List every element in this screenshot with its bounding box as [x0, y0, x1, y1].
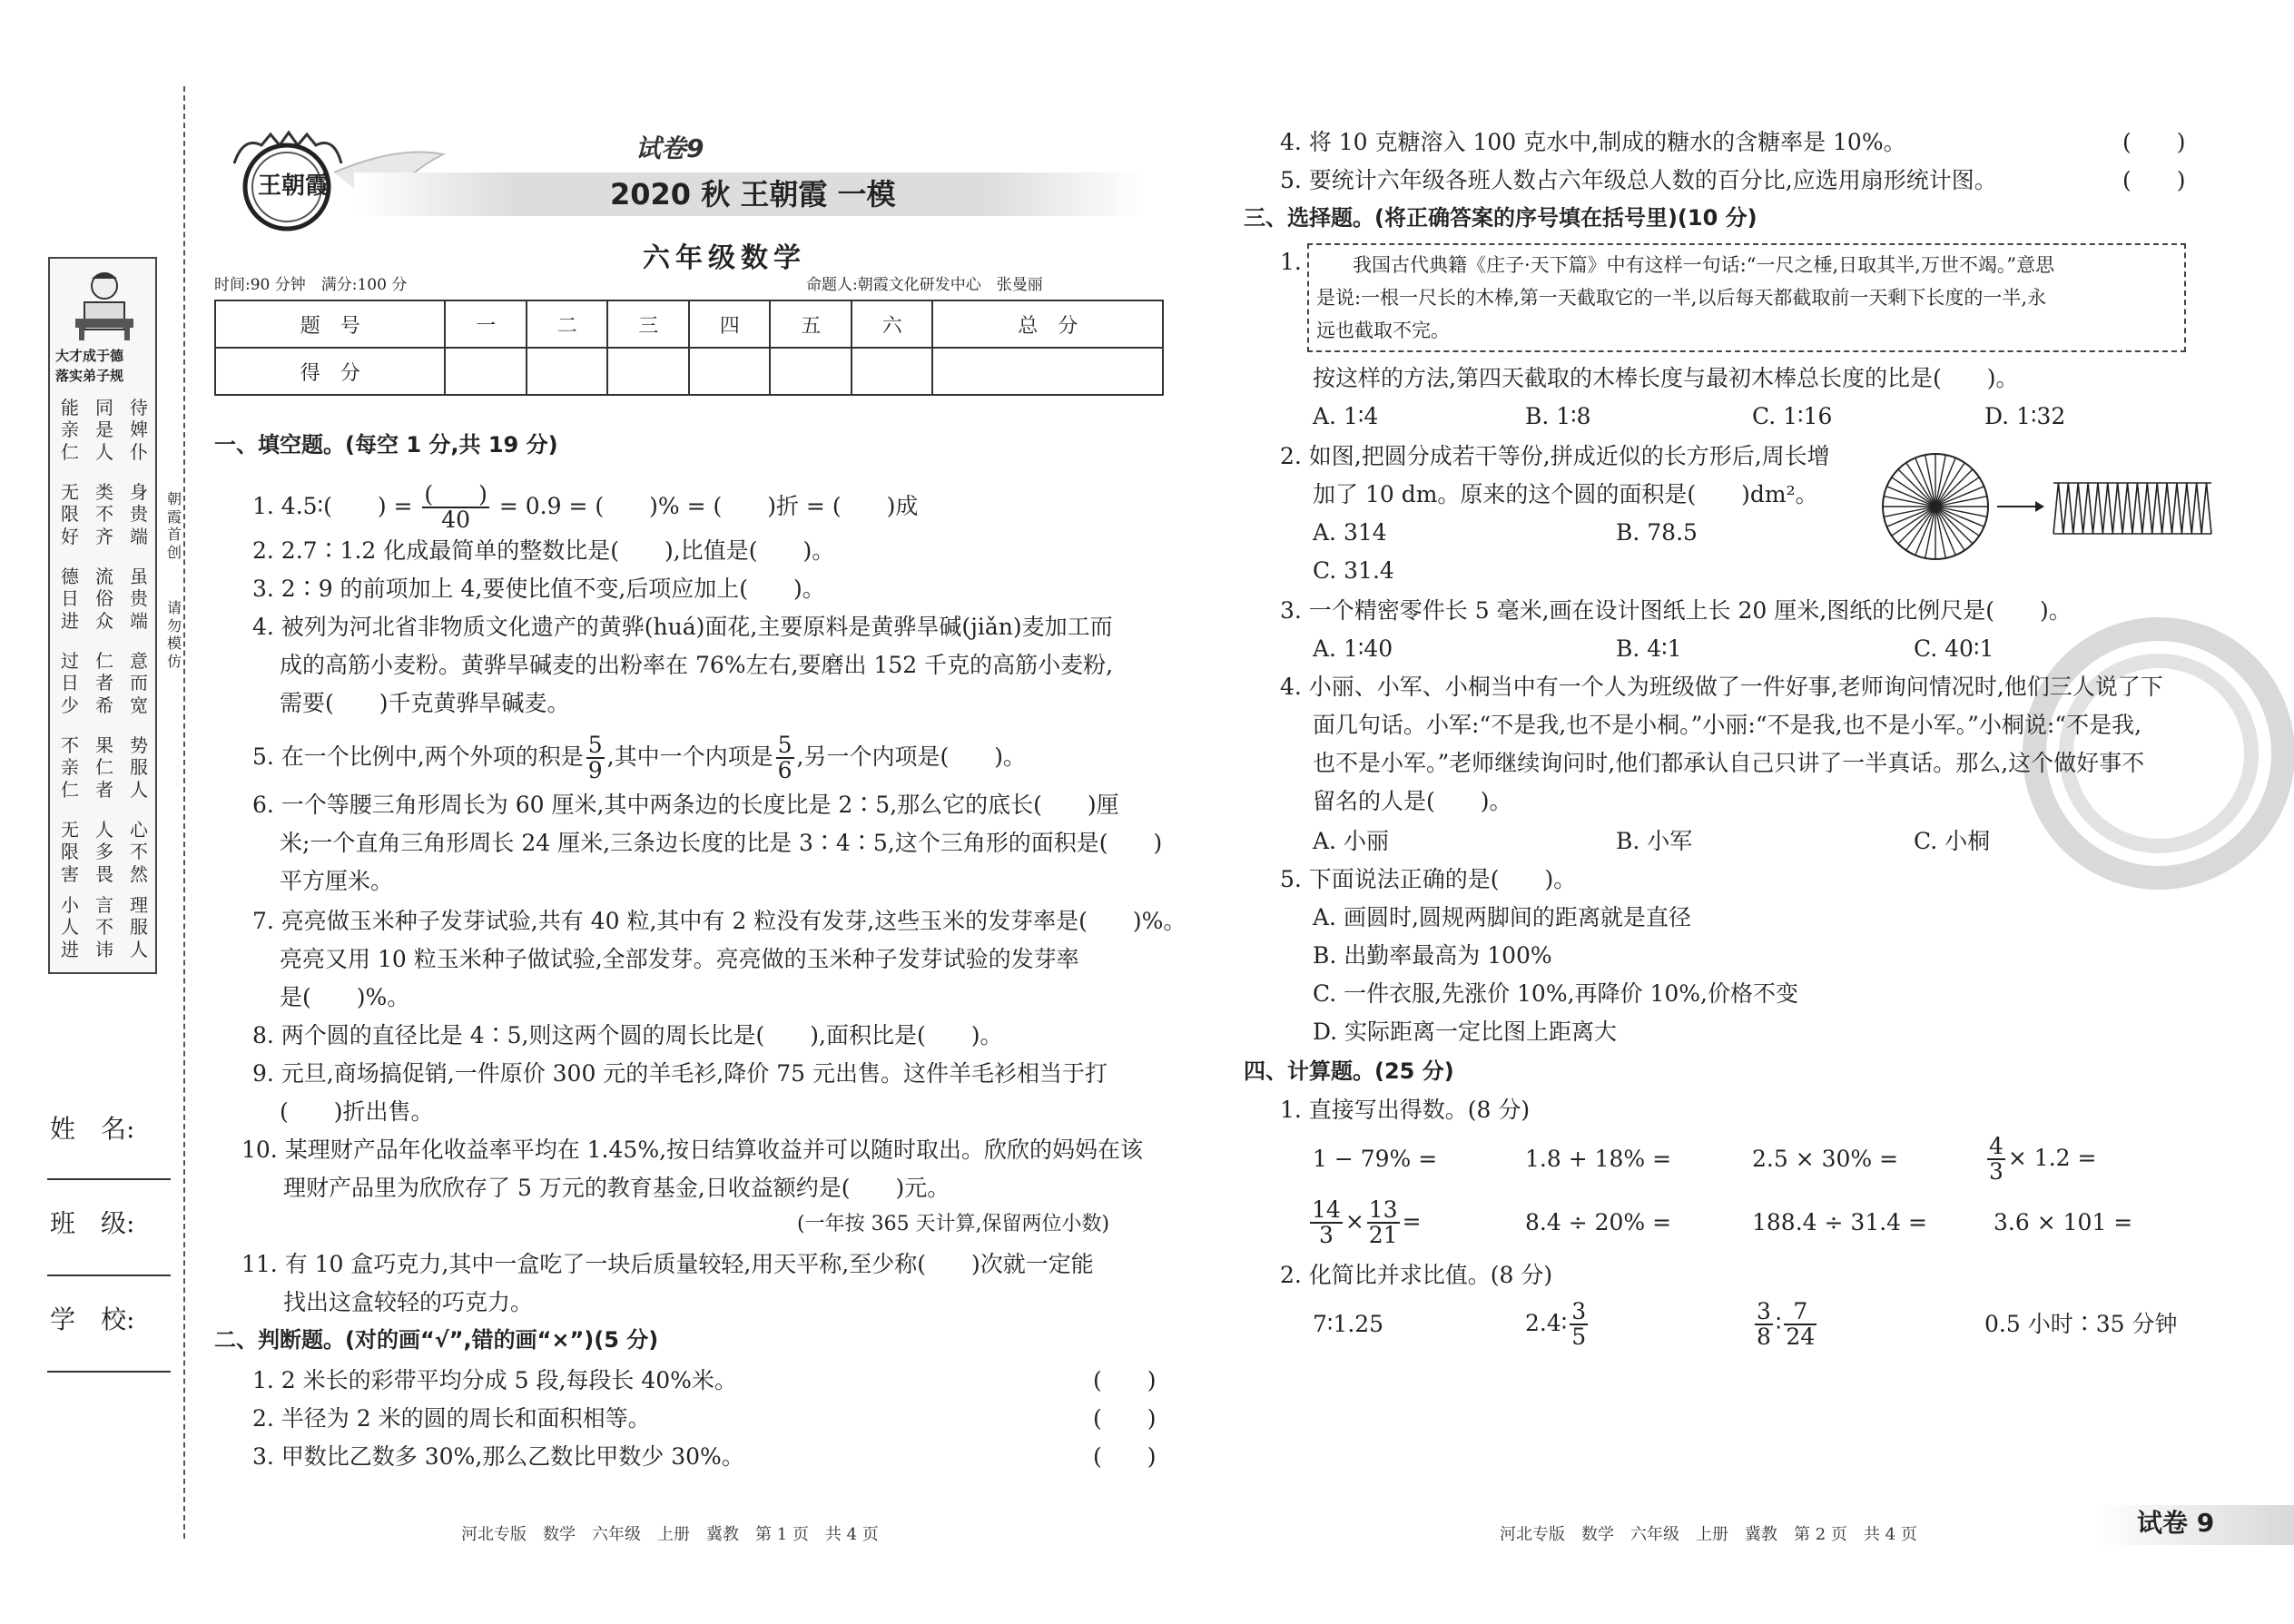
choice-q5-stem: 5. 下面说法正确的是( )。	[1280, 866, 1577, 892]
judge-item-2: 2. 半径为 2 米的圆的周长和面积相等。	[252, 1405, 651, 1432]
name-label: 姓 名:	[50, 1114, 135, 1144]
choice-q4-opt-c[interactable]: C. 小桐	[1914, 828, 1991, 854]
motto-col: 心不然	[130, 819, 148, 885]
frac-num: 7	[1784, 1300, 1816, 1325]
score-header-cell: 五	[770, 300, 852, 348]
frac	[1310, 1198, 1343, 1248]
frac-den: 6	[777, 757, 793, 784]
choice-q4-line4: 留名的人是( )。	[1313, 788, 1512, 814]
score-header-cell: 四	[689, 300, 771, 348]
motto-col: 仁者希	[95, 650, 113, 716]
choice-q1-opt-b[interactable]: B. 1∶8	[1525, 403, 1591, 429]
q1-1-text-a: 1. 4.5∶( ) =	[252, 492, 420, 519]
judge-answer-1[interactable]: ( )	[1093, 1367, 1157, 1393]
motto-panel	[48, 257, 157, 974]
q1-9-line1: 9. 元旦,商场搞促销,一件原价 300 元的羊毛衫,降价 75 元出售。这件羊毛衫相当于打	[252, 1060, 1108, 1087]
score-header-cell: 六	[852, 300, 933, 348]
calc-item-frac2	[1307, 1198, 1422, 1248]
circle-to-rectangle-figure	[1879, 443, 2217, 570]
choice-q5-opt-d[interactable]: D. 实际距离一定比图上距离大	[1313, 1019, 1618, 1045]
section-1-title: 一、填空题。(每空 1 分,共 19 分)	[214, 432, 558, 458]
choice-q4-opt-b[interactable]: B. 小军	[1616, 828, 1693, 854]
exam-title: 2020 秋 王朝霞 一模	[610, 177, 896, 212]
q1-1-fraction	[422, 483, 489, 533]
choice-q1-opt-a[interactable]: A. 1∶4	[1313, 403, 1379, 429]
frac-num: 13	[1368, 1196, 1398, 1223]
motto-title-1: 大才成于德	[55, 348, 124, 364]
calc-op: ×	[1344, 1207, 1364, 1235]
motto-col: 流俗众	[95, 566, 113, 632]
frac-num: 5	[587, 732, 603, 758]
arrow-head-icon	[2035, 501, 2044, 512]
judge-answer-4[interactable]: ( )	[2122, 129, 2186, 155]
q1-5-text-c: ,另一个内项是( )。	[796, 743, 1026, 770]
q1-6-line1: 6. 一个等腰三角形周长为 60 厘米,其中两条边的长度比是 2∶5,那么它的底长( )厘	[252, 792, 1119, 818]
frac	[1570, 1300, 1588, 1350]
motto-col: 能亲仁	[61, 397, 79, 463]
motto-col: 德日进	[61, 566, 79, 632]
footer-left: 河北专版 数学 六年级 上册 冀教 第 1 页 共 4 页	[461, 1525, 879, 1544]
judge-item-1: 1. 2 米长的彩带平均分成 5 段,每段长 40%米。	[252, 1367, 737, 1393]
section-3-title: 三、选择题。(将正确答案的序号填在括号里)(10 分)	[1244, 205, 1757, 231]
choice-q3-stem: 3. 一个精密零件长 5 毫米,画在设计图纸上长 20 厘米,图纸的比例尺是( )。	[1280, 597, 2072, 624]
choice-q1-num: 1.	[1280, 249, 1302, 275]
motto-col: 不亲仁	[61, 734, 79, 801]
q1-8: 8. 两个圆的直径比是 4∶5,则这两个圆的周长比是( ),面积比是( )。	[252, 1022, 1003, 1048]
motto-col: 无限害	[61, 819, 79, 885]
calc-item-frac	[1984, 1135, 2096, 1185]
class-label: 班 级:	[50, 1208, 135, 1238]
calc-rest: × 1.2 =	[2007, 1144, 2097, 1171]
score-cell[interactable]	[445, 348, 527, 395]
choice-q2-line1: 2. 如图,把圆分成若干等份,拼成近似的长方形后,周长增	[1280, 443, 1830, 469]
frac-num: 3	[1757, 1298, 1771, 1324]
motto-col: 言不讳	[95, 894, 113, 960]
choice-q5-opt-a[interactable]: A. 画圆时,圆规两脚间的距离就是直径	[1313, 904, 1691, 930]
score-header-cell: 一	[445, 300, 527, 348]
class-line[interactable]	[47, 1275, 171, 1276]
choice-q2-line2: 加了 10 dm。原来的这个圆的面积是( )dm²。	[1313, 481, 1818, 507]
choice-q2-opt-a[interactable]: A. 314	[1313, 519, 1387, 546]
school-label: 学 校:	[50, 1304, 135, 1334]
frac-den: 5	[1571, 1324, 1587, 1351]
q1-5-frac1	[586, 733, 605, 783]
q1-1-frac-den: 40	[441, 507, 471, 534]
q1-5-text-b: ,其中一个内项是	[606, 743, 773, 770]
frac-den: 8	[1757, 1324, 1771, 1351]
q1-2: 2. 2.7∶1.2 化成最简单的整数比是( ),比值是( )。	[252, 537, 835, 564]
choice-q5-opt-b[interactable]: B. 出勤率最高为 100%	[1313, 942, 1552, 969]
ratio-colon: ∶	[1775, 1309, 1782, 1336]
q1-7-line1: 7. 亮亮做玉米种子发芽试验,共有 40 粒,其中有 2 粒没有发芽,这些玉米的发芽率是( )%。	[252, 908, 1186, 934]
frac-den: 9	[587, 757, 603, 784]
q1-4-line1: 4. 被列为河北省非物质文化遗产的黄骅(huá)面花,主要原料是黄骅旱碱(jiǎn)麦加工而	[252, 614, 1113, 640]
motto-col: 势服人	[130, 734, 148, 801]
name-line[interactable]	[47, 1178, 171, 1180]
judge-item-4: 4. 将 10 克糖溶入 100 克水中,制成的糖水的含糖率是 10%。	[1280, 129, 1906, 155]
choice-q5-opt-c[interactable]: C. 一件衣服,先涨价 10%,再降价 10%,价格不变	[1313, 980, 1798, 1007]
q1-7-line3: 是( )%。	[280, 984, 410, 1010]
motto-col: 同是人	[95, 397, 113, 463]
score-header-cell: 总 分	[932, 300, 1163, 348]
time-info: 时间:90 分钟 满分:100 分	[214, 276, 408, 294]
q1-5-frac2	[776, 733, 794, 783]
calc-sub-1: 1. 直接写出得数。(8 分)	[1280, 1097, 1531, 1123]
q1-5	[252, 733, 1026, 783]
binding-note: 朝霞首创	[166, 490, 182, 561]
choice-q2-opt-b[interactable]: B. 78.5	[1616, 519, 1698, 546]
motto-col: 类不齐	[95, 481, 113, 547]
motto-col: 果仁者	[95, 734, 113, 801]
ratio-item: 0.5 小时∶35 分钟	[1984, 1311, 2178, 1337]
judge-answer-2[interactable]: ( )	[1093, 1405, 1157, 1432]
q1-1-frac-num: ( )	[424, 481, 487, 507]
choice-q2-opt-c[interactable]: C. 31.4	[1313, 557, 1394, 584]
score-header-cell: 题 号	[215, 300, 445, 348]
footer-right: 河北专版 数学 六年级 上册 冀教 第 2 页 共 4 页	[1500, 1525, 1917, 1544]
calc-item: 1 − 79% =	[1313, 1146, 1438, 1172]
subject-title: 六年级数学	[643, 242, 806, 274]
ratio-item-frac2	[1752, 1300, 1819, 1350]
frac-num: 5	[777, 732, 793, 758]
scholar-figure-icon	[66, 266, 143, 342]
q1-10-line2: 理财产品里为欣欣存了 5 万元的教育基金,日收益额约是( )元。	[283, 1175, 950, 1201]
judge-item-5: 5. 要统计六年级各班人数占六年级总人数的百分比,应选用扇形统计图。	[1280, 167, 1997, 193]
ratio-item: 7∶1.25	[1313, 1311, 1384, 1337]
logo-text: 王朝霞	[258, 172, 330, 200]
score-cell[interactable]	[770, 348, 852, 395]
q1-7-line2: 亮亮又用 10 粒玉米种子做试验,全部发芽。亮亮做的玉米种子发芽试验的发芽率	[280, 946, 1079, 972]
choice-q1-stem: 按这样的方法,第四天截取的木棒长度与最初木棒总长度的比是( )。	[1313, 365, 2019, 391]
author-info: 命题人:朝霞文化研发中心 张曼丽	[806, 276, 1043, 294]
score-header-cell: 三	[607, 300, 689, 348]
frac	[1367, 1198, 1400, 1248]
frac-den: 24	[1786, 1324, 1816, 1351]
score-cell[interactable]	[689, 348, 771, 395]
q1-3: 3. 2∶9 的前项加上 4,要使比值不变,后项应加上( )。	[252, 576, 825, 602]
score-cell[interactable]	[527, 348, 608, 395]
judge-item-3: 3. 甲数比乙数多 30%,那么乙数比甲数少 30%。	[252, 1443, 744, 1470]
frac-num: 3	[1571, 1298, 1587, 1324]
q1-6-line3: 平方厘米。	[280, 868, 394, 894]
frac	[1784, 1300, 1816, 1350]
frac-den: 3	[1989, 1158, 2004, 1186]
approx-rectangle	[2053, 483, 2211, 534]
choice-q4-line2: 面几句话。小军:“不是我,也不是小桐。”小丽:“不是我,也不是小军。”小桐说:“不是我,	[1313, 712, 2142, 738]
binding-note: 请勿模仿	[166, 599, 182, 670]
q1-1-text-b: = 0.9 = ( )% = ( )折 = ( )成	[491, 492, 919, 519]
calc-item: 2.5 × 30% =	[1752, 1146, 1899, 1172]
motto-col: 小人进	[61, 894, 79, 960]
page-tag: 试卷 9	[2137, 1508, 2215, 1538]
motto-col: 意而宽	[130, 650, 148, 716]
choice-q3-opt-a[interactable]: A. 1∶40	[1313, 635, 1393, 662]
ratio-item-frac	[1525, 1300, 1590, 1350]
series-title: 试卷9	[635, 133, 704, 163]
school-line[interactable]	[47, 1371, 171, 1373]
q1-10-note: (一年按 365 天计算,保留两位小数)	[797, 1213, 1110, 1235]
choice-q3-opt-b[interactable]: B. 4∶1	[1616, 635, 1682, 662]
q1-9-line2: ( )折出售。	[280, 1098, 434, 1125]
rectangle-teeth	[2053, 483, 2211, 534]
score-table	[214, 300, 1164, 396]
motto-col: 虽贵端	[130, 566, 148, 632]
choice-q1-opt-c[interactable]: C. 1∶16	[1752, 403, 1833, 429]
frac	[1755, 1300, 1773, 1350]
quote-line-3: 远也截取不完。	[1316, 320, 1450, 341]
q1-4-line2: 成的高筋小麦粉。黄骅旱碱麦的出粉率在 76%左右,要磨出 152 千克的高筋小麦粉,	[280, 652, 1114, 678]
frac	[1987, 1135, 2005, 1185]
motto-col: 身贵端	[130, 481, 148, 547]
frac-num: 14	[1312, 1196, 1341, 1223]
ratio-pre: 2.4∶	[1525, 1309, 1568, 1336]
choice-q4-line3: 也不是小军。”老师继续询问时,他们都承认自己只讲了一半真话。那么,这个做好事不	[1313, 750, 2145, 776]
motto-col: 理服人	[130, 894, 148, 960]
choice-q1-opt-d[interactable]: D. 1∶32	[1984, 403, 2066, 429]
choice-q4-line1: 4. 小丽、小军、小桐当中有一个人为班级做了一件好事,老师询问情况时,他们三人说了下	[1280, 674, 2163, 700]
score-header-cell: 二	[527, 300, 608, 348]
frac-den: 21	[1368, 1222, 1398, 1249]
q1-11-line1: 11. 有 10 盒巧克力,其中一盒吃了一块后质量较轻,用天平称,至少称( )次就一定能	[241, 1251, 1094, 1277]
calc-item: 188.4 ÷ 31.4 =	[1752, 1209, 1927, 1235]
binding-dashed-line	[183, 86, 185, 1539]
judge-answer-3[interactable]: ( )	[1093, 1443, 1157, 1470]
calc-sub-2: 2. 化简比并求比值。(8 分)	[1280, 1262, 1553, 1288]
calc-eq: =	[1402, 1207, 1422, 1235]
section-2-title: 二、判断题。(对的画“√”,错的画“×”)(5 分)	[214, 1327, 659, 1353]
calc-item: 1.8 + 18% =	[1525, 1146, 1672, 1172]
score-cell[interactable]	[852, 348, 933, 395]
q1-6-line2: 米;一个直角三角形周长 24 厘米,三条边长度的比是 3∶4∶5,这个三角形的面积是( )	[280, 830, 1163, 856]
calc-item: 3.6 × 101 =	[1994, 1209, 2133, 1235]
judge-answer-5[interactable]: ( )	[2122, 167, 2186, 193]
motto-col: 人多畏	[95, 819, 113, 885]
q1-10-line1: 10. 某理财产品年化收益率平均在 1.45%,按日结算收益并可以随时取出。欣欣的妈妈在该	[241, 1137, 1144, 1163]
motto-title-2: 落实弟子规	[55, 368, 124, 384]
sector-circle	[1883, 454, 1988, 559]
motto-col: 过日少	[61, 650, 79, 716]
motto-col: 无限好	[61, 481, 79, 547]
q1-5-text-a: 5. 在一个比例中,两个外项的积是	[252, 743, 584, 770]
score-cell[interactable]	[607, 348, 689, 395]
section-4-title: 四、计算题。(25 分)	[1244, 1058, 1454, 1084]
frac-den: 3	[1318, 1222, 1334, 1249]
choice-q3-opt-c[interactable]: C. 40∶1	[1914, 635, 1994, 662]
choice-q4-opt-a[interactable]: A. 小丽	[1313, 828, 1389, 854]
quote-line-1: 我国古代典籍《庄子·天下篇》中有这样一句话:“一尺之棰,日取其半,万世不竭。”意思	[1353, 254, 2055, 276]
calc-item: 8.4 ÷ 20% =	[1525, 1209, 1672, 1235]
q1-4-line3: 需要( )千克黄骅旱碱麦。	[280, 690, 570, 716]
quote-line-2: 是说:一根一尺长的木棒,第一天截取它的一半,以后每天都截取前一天剩下长度的一半,永	[1316, 287, 2047, 309]
q1-1	[252, 483, 918, 533]
score-row-label: 得 分	[215, 348, 445, 395]
motto-col: 待婢仆	[130, 397, 148, 463]
q1-11-line2: 找出这盒较轻的巧克力。	[283, 1289, 534, 1315]
score-cell[interactable]	[932, 348, 1163, 395]
frac-num: 4	[1989, 1133, 2004, 1159]
